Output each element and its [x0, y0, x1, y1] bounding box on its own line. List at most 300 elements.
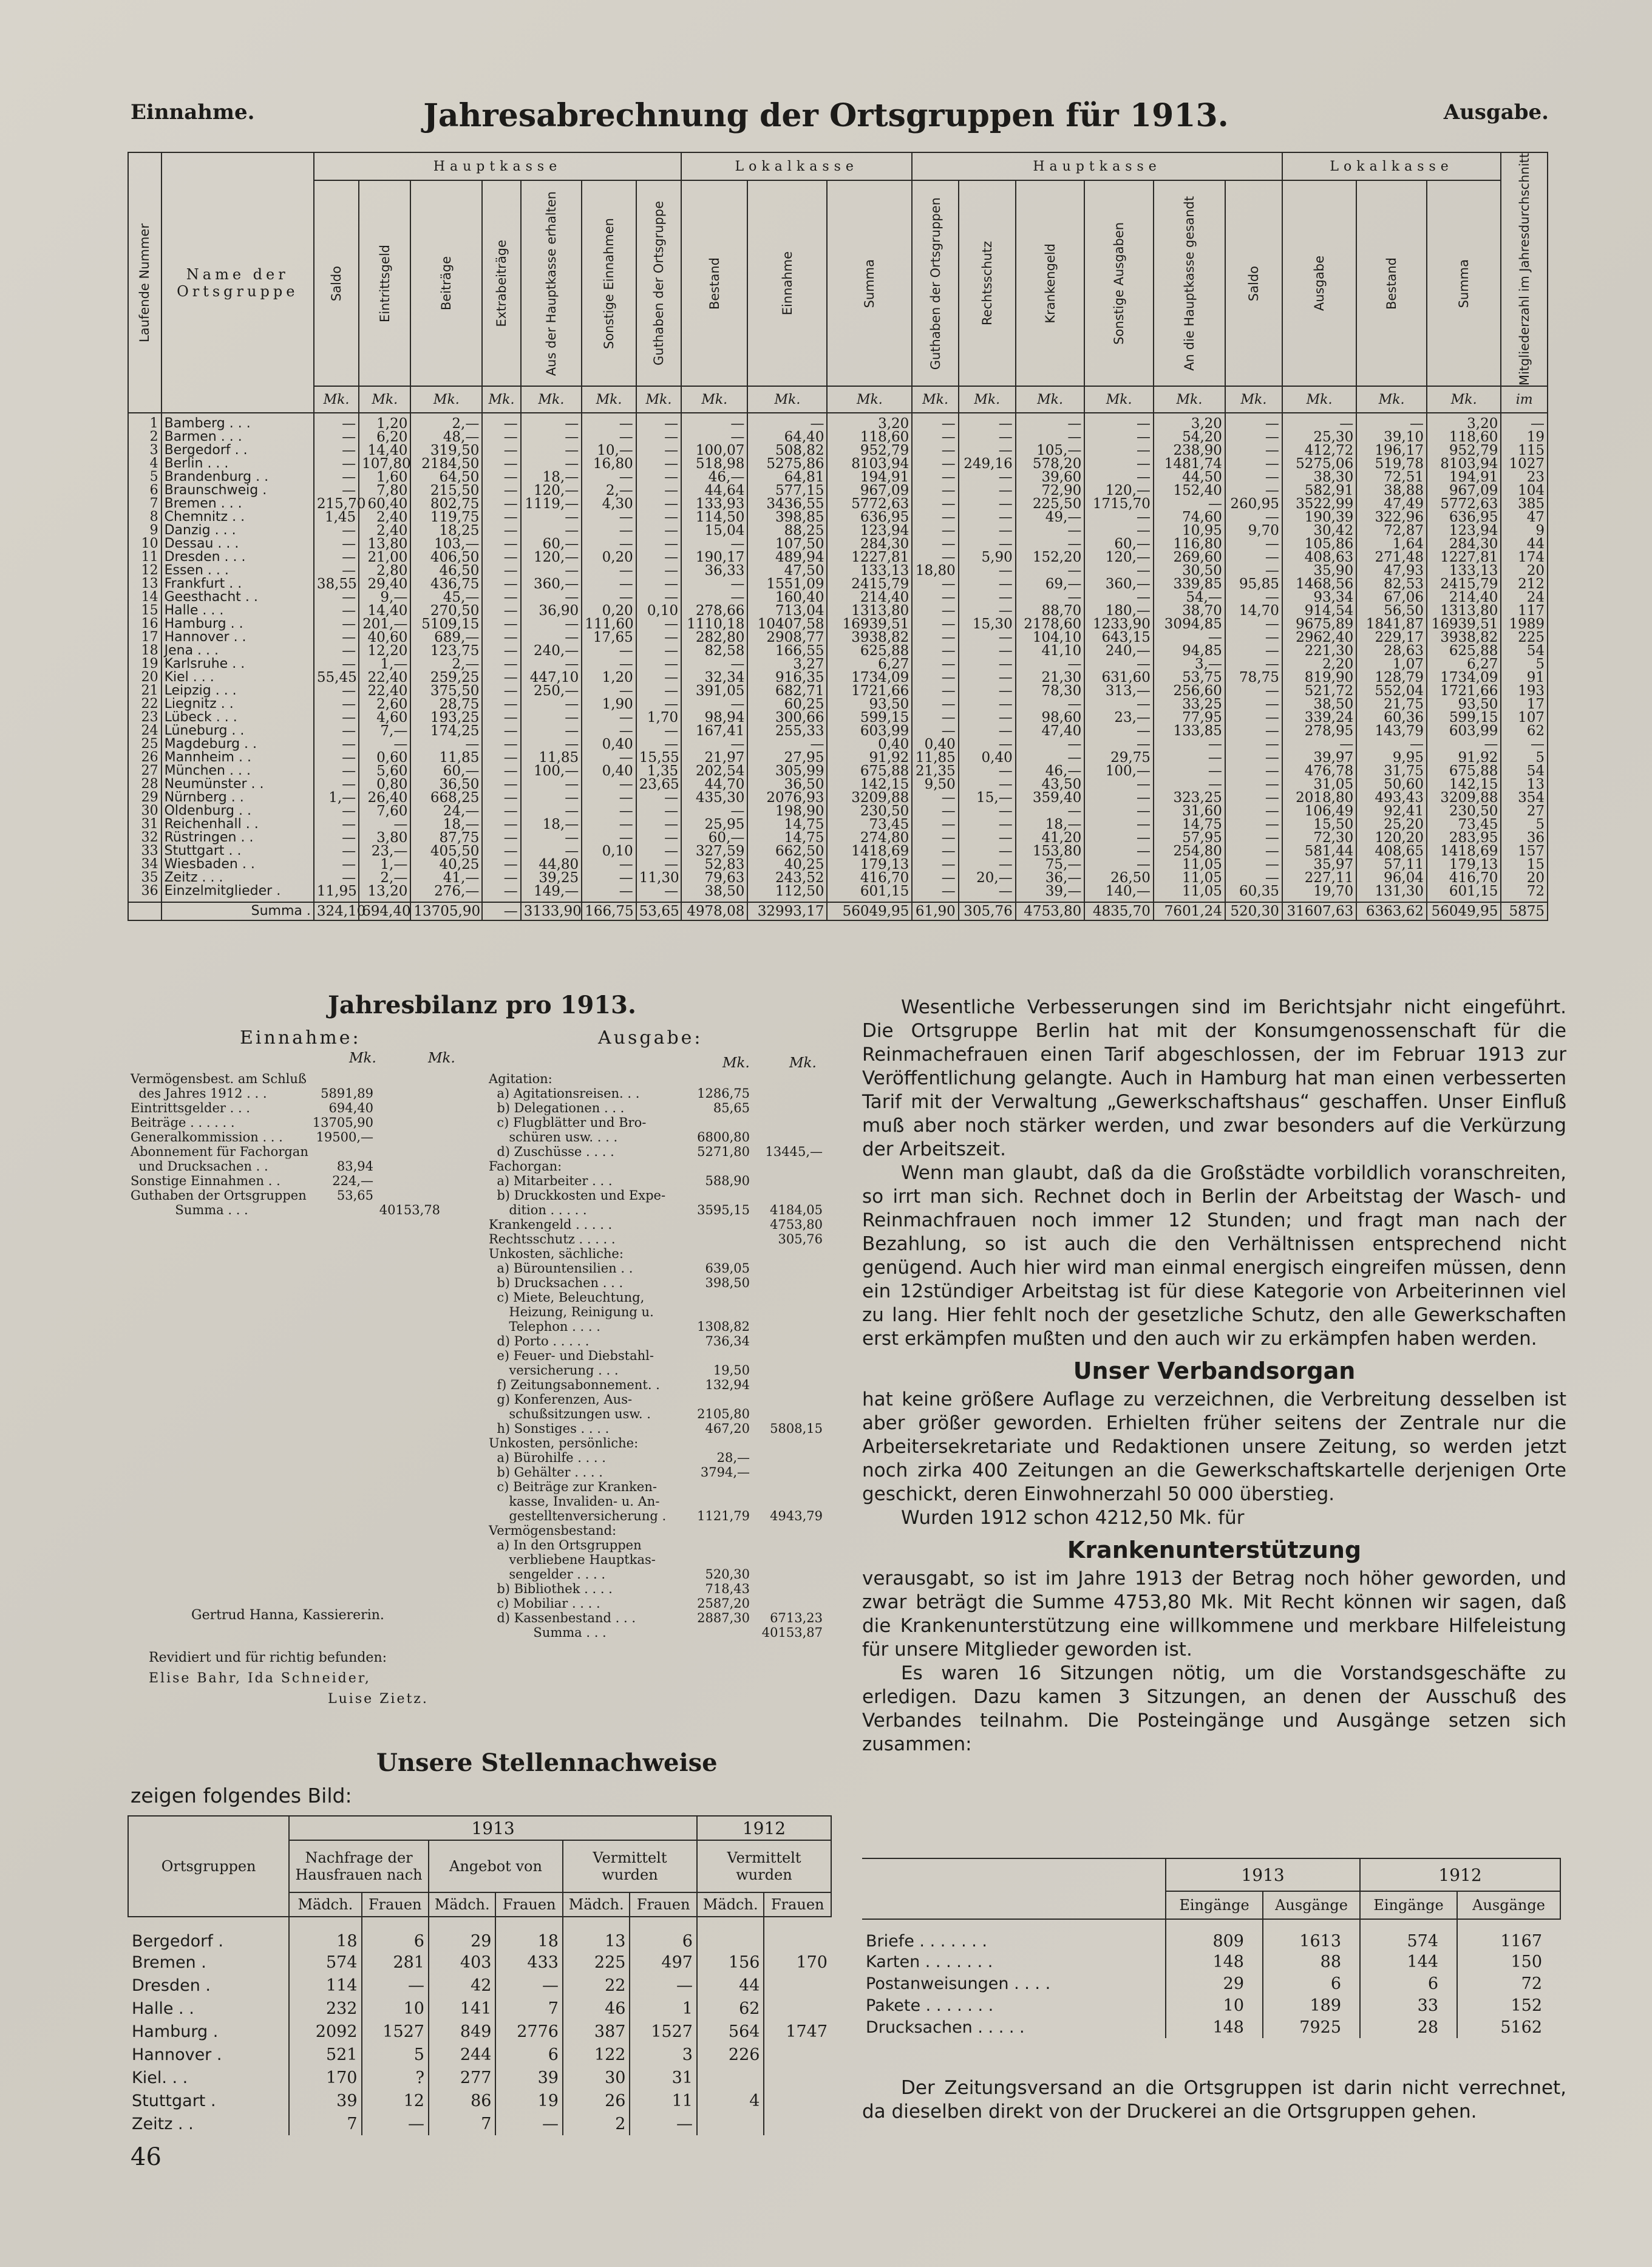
table-cell: 39,—: [1016, 885, 1085, 902]
table-cell: 57,11: [1356, 858, 1427, 871]
table-row: [128, 577, 1548, 591]
ortsgruppe-name: Kiel. . .: [132, 2068, 188, 2087]
table-cell: 190,39: [1282, 511, 1356, 524]
table-cell: —: [1084, 591, 1154, 604]
stellen-intro: zeigen folgendes Bild:: [131, 1784, 352, 1807]
table-row: [128, 1974, 831, 1997]
table-cell: 1481,74: [1154, 457, 1225, 471]
stellen-1913: 1913: [289, 1816, 697, 1840]
table-cell: —: [482, 831, 520, 845]
bilanz-line: [131, 1188, 489, 1203]
bilanz-line-label: Beiträge . . . . . .: [131, 1115, 235, 1130]
table-cell: 38,30: [1282, 471, 1356, 484]
table-cell: 194,91: [1427, 471, 1501, 484]
sum-cell: —: [482, 902, 520, 920]
table-cell: —: [959, 858, 1016, 871]
table-cell: —: [314, 658, 359, 671]
table-cell: 55,45: [314, 671, 359, 684]
table-cell: 144: [1360, 1951, 1457, 1973]
table-cell: 44: [1501, 537, 1548, 551]
col-header-label-9: Summa: [862, 259, 877, 308]
ortsgruppe-name: Brandenburg . .: [161, 471, 314, 484]
stellen-1912: 1912: [697, 1816, 831, 1840]
bilanz-title: Jahresbilanz pro 1913.: [328, 991, 636, 1019]
table-cell: —: [959, 644, 1016, 658]
table-cell: 107,50: [747, 537, 827, 551]
table-cell: —: [1225, 738, 1282, 751]
table-cell: [764, 1997, 831, 2020]
row-number: 36: [128, 885, 161, 902]
stellen-sub-header: Mädch.: [289, 1892, 361, 1917]
ortsgruppe-name: Zeitz . . .: [161, 871, 314, 885]
sum-cell: 56049,95: [827, 902, 912, 920]
table-cell: 14,40: [359, 444, 410, 457]
col-header-label-5: Sonstige Einnahmen: [601, 217, 616, 349]
table-cell: 47,50: [747, 564, 827, 577]
table-cell: 74,60: [1154, 511, 1225, 524]
table-cell: —: [314, 430, 359, 444]
table-cell: 0,20: [582, 551, 636, 564]
post-category: Karten . . . . . . .: [866, 1952, 993, 1971]
table-cell: 18,—: [521, 818, 582, 831]
table-cell: —: [582, 711, 636, 724]
table-cell: —: [1084, 564, 1154, 577]
table-cell: 1734,09: [827, 671, 912, 684]
row-number: 32: [128, 831, 161, 845]
table-cell: 809: [1166, 1919, 1263, 1951]
table-cell: 18: [495, 1917, 562, 1951]
table-cell: 5: [1501, 751, 1548, 764]
ortsgruppe-name: Hannover .: [132, 2045, 222, 2064]
ortsgruppe-name: Frankfurt . .: [161, 577, 314, 591]
bilanz-line-amount: 28,—: [716, 1450, 750, 1465]
table-cell: 88,25: [747, 524, 827, 537]
table-cell: 23,65: [636, 778, 681, 791]
table-cell: 12: [362, 2089, 429, 2112]
table-cell: 13,20: [359, 885, 410, 902]
table-cell: —: [482, 671, 520, 684]
table-cell: 564: [697, 2020, 764, 2043]
table-cell: —: [482, 804, 520, 818]
table-cell: 433: [495, 1951, 562, 1974]
table-cell: 5: [1501, 658, 1548, 671]
table-cell: —: [582, 751, 636, 764]
bilanz-line-amount: 13705,90: [312, 1115, 373, 1130]
bilanz-line-amount: 132,94: [705, 1378, 750, 1392]
table-cell: —: [912, 524, 958, 537]
table-cell: 91: [1501, 671, 1548, 684]
table-cell: —: [636, 671, 681, 684]
table-cell: 2,—: [410, 658, 482, 671]
table-cell: 254,80: [1154, 845, 1225, 858]
table-cell: 3209,88: [1427, 791, 1501, 804]
table-cell: —: [636, 885, 681, 902]
unit-cell: Mk.: [521, 386, 582, 413]
table-cell: 2,—: [410, 413, 482, 430]
table-cell: —: [314, 818, 359, 831]
bilanz-line: [489, 1523, 835, 1538]
table-cell: —: [582, 564, 636, 577]
table-cell: —: [959, 591, 1016, 604]
table-cell: 1227,81: [1427, 551, 1501, 564]
bilanz-line: [489, 1130, 835, 1144]
bilanz-line-label: sengelder . . . .: [489, 1567, 606, 1582]
table-cell: 221,30: [1282, 644, 1356, 658]
table-cell: 75,—: [1016, 858, 1085, 871]
sum-cell: 7601,24: [1154, 902, 1225, 920]
ortsgruppe-name: Jena . . .: [161, 644, 314, 658]
table-cell: 156: [697, 1951, 764, 1974]
table-cell: 8103,94: [827, 457, 912, 471]
table-cell: 1468,56: [1282, 577, 1356, 591]
paragraph-zeitungsversand: Der Zeitungsversand an die Ortsgruppen ist darin nicht verrechnet, da dieselben direkt von der Druckerei an die Ortsgruppen gehen.: [862, 2077, 1566, 2123]
table-cell: 31,60: [1154, 804, 1225, 818]
table-cell: 497: [630, 1951, 697, 1974]
table-cell: 28: [1360, 2016, 1457, 2038]
table-row: [128, 604, 1548, 617]
table-cell: 5772,63: [1427, 497, 1501, 511]
table-cell: 5,90: [959, 551, 1016, 564]
table-cell: —: [959, 430, 1016, 444]
bilanz-line: [489, 1188, 835, 1203]
table-cell: —: [314, 871, 359, 885]
table-cell: 271,48: [1356, 551, 1427, 564]
bilanz-line: [489, 1334, 835, 1348]
table-cell: 93,50: [827, 698, 912, 711]
bilanz-line: [489, 1450, 835, 1465]
ortsgruppe-name: Neumünster . .: [161, 778, 314, 791]
table-cell: 21,35: [912, 764, 958, 778]
table-cell: 322,96: [1356, 511, 1427, 524]
row-number: 1: [128, 413, 161, 430]
table-cell: 118,60: [1427, 430, 1501, 444]
table-cell: 518,98: [681, 457, 747, 471]
bilanz-line: [489, 1436, 835, 1450]
table-cell: 11,85: [912, 751, 958, 764]
table-cell: 54: [1501, 644, 1548, 658]
row-number: 20: [128, 671, 161, 684]
ortsgruppe-name: München . . .: [161, 764, 314, 778]
table-cell: —: [912, 858, 958, 871]
bilanz-line-amount: 736,34: [705, 1334, 750, 1348]
table-cell: 212: [1501, 577, 1548, 591]
table-cell: 359,40: [1016, 791, 1085, 804]
ortsgruppe-name: Liegnitz . .: [161, 698, 314, 711]
row-number: 29: [128, 791, 161, 804]
table-cell: 133,85: [1154, 724, 1225, 738]
table-cell: 2,80: [359, 564, 410, 577]
row-number: 17: [128, 631, 161, 644]
table-cell: 91,92: [1427, 751, 1501, 764]
paragraph-verbandsorgan: hat keine größere Auflage zu verzeichnen, die Verbreitung desselben ist aber größer geworden. Erhielten früher seitens der Zentrale nur die Arbeitersekretariate und Redaktionen unsere Zeitung, so werden jetzt noch zirka 400 Zeitungen an die Gewerkschaftskartelle derjenigen Orte geschickt, deren Einwohnerzahl 50 000 überstieg.: [862, 1388, 1566, 1505]
stellen-sub-header: Mädch.: [563, 1892, 630, 1917]
table-cell: —: [314, 724, 359, 738]
table-cell: 1313,80: [827, 604, 912, 617]
table-cell: 675,88: [827, 764, 912, 778]
table-cell: —: [582, 804, 636, 818]
table-cell: 44,64: [681, 484, 747, 497]
table-cell: —: [521, 778, 582, 791]
table-cell: 64,40: [747, 430, 827, 444]
table-cell: 21,00: [359, 551, 410, 564]
table-cell: —: [959, 471, 1016, 484]
table-cell: 284,30: [827, 537, 912, 551]
table-cell: 62: [1501, 724, 1548, 738]
table-cell: —: [314, 591, 359, 604]
table-cell: 167,41: [681, 724, 747, 738]
table-cell: —: [314, 751, 359, 764]
table-cell: —: [582, 524, 636, 537]
table-cell: 11,95: [314, 885, 359, 902]
col-header-label-18: Summa: [1457, 259, 1472, 308]
table-cell: 41,10: [1016, 644, 1085, 658]
bilanz-line: [489, 1407, 835, 1421]
table-cell: —: [582, 818, 636, 831]
stellen-sub-header: Frauen: [630, 1892, 697, 1917]
paragraph-krankenunterstuetzung: verausgabt, so ist im Jahre 1913 der Betrag noch höher geworden, und zwar beträgt die Summe 4753,80 Mk. Mit Recht können wir sagen, daß die Krankenunterstützung eine willkommene und merkbare Hilfeleistung für unsere Mitglieder geworden ist.: [862, 1568, 1566, 1660]
table-cell: —: [521, 738, 582, 751]
table-cell: 405,50: [410, 845, 482, 858]
bilanz-line-total: 5808,15: [770, 1421, 823, 1436]
table-cell: —: [912, 430, 958, 444]
unit-cell: Mk.: [747, 386, 827, 413]
table-cell: 9675,89: [1282, 617, 1356, 631]
table-cell: 26,50: [1084, 871, 1154, 885]
table-cell: 3,20: [1154, 413, 1225, 430]
bilanz-line-total: 6713,23: [770, 1611, 823, 1625]
sum-cell: 53,65: [636, 902, 681, 920]
sum-cell: 324,10: [314, 902, 359, 920]
sum-row: [128, 902, 1548, 920]
table-cell: 131,30: [1356, 885, 1427, 902]
table-cell: 0,10: [582, 845, 636, 858]
ortsgruppe-name: Einzelmitglieder .: [161, 885, 314, 902]
bilanz-line-amount: 1308,82: [697, 1319, 750, 1334]
ortsgruppe-name: Nürnberg . .: [161, 791, 314, 804]
table-cell: 11,85: [521, 751, 582, 764]
row-number: 24: [128, 724, 161, 738]
table-cell: 916,35: [747, 671, 827, 684]
table-cell: —: [1282, 738, 1356, 751]
table-cell: —: [1084, 724, 1154, 738]
bilanz-line-label: und Drucksachen . .: [131, 1159, 268, 1174]
table-cell: 259,25: [410, 671, 482, 684]
ortsgruppen-table-wrap: [127, 152, 1548, 971]
table-cell: 230,50: [1427, 804, 1501, 818]
bilanz-line-total: 4184,05: [770, 1203, 823, 1217]
table-cell: 601,15: [827, 885, 912, 902]
col-header-label-3: Extrabeiträge: [494, 240, 509, 327]
table-cell: —: [1016, 698, 1085, 711]
table-cell: 21,97: [681, 751, 747, 764]
table-cell: —: [1225, 471, 1282, 484]
table-cell: 38,50: [1282, 698, 1356, 711]
table-cell: 38,88: [1356, 484, 1427, 497]
table-cell: —: [482, 577, 520, 591]
bilanz-line: [489, 1305, 835, 1319]
bilanz-line: [131, 1101, 489, 1115]
post-table: [862, 1858, 1561, 2038]
table-cell: 2415,79: [1427, 577, 1501, 591]
table-cell: 952,79: [827, 444, 912, 457]
row-number: 27: [128, 764, 161, 778]
table-cell: 21,75: [1356, 698, 1427, 711]
table-cell: 643,15: [1084, 631, 1154, 644]
table-cell: 82,53: [1356, 577, 1427, 591]
table-cell: —: [314, 698, 359, 711]
table-cell: 1721,66: [1427, 684, 1501, 698]
table-cell: 2962,40: [1282, 631, 1356, 644]
table-cell: 133,13: [827, 564, 912, 577]
table-cell: —: [630, 2112, 697, 2135]
table-cell: 38,55: [314, 577, 359, 591]
table-cell: 88,70: [1016, 604, 1085, 617]
stellen-sub-header: Frauen: [495, 1892, 562, 1917]
table-cell: 493,43: [1356, 791, 1427, 804]
table-cell: 100,—: [521, 764, 582, 778]
table-row: [128, 778, 1548, 791]
table-cell: —: [636, 658, 681, 671]
col-header-label-14: An die Hauptkasse gesandt: [1181, 195, 1197, 371]
col-header-label-6: Guthaben der Ortsgruppe: [651, 201, 666, 366]
table-cell: —: [521, 413, 582, 430]
table-cell: —: [314, 604, 359, 617]
table-cell: 5,60: [359, 764, 410, 778]
bilanz-line-amount: 3794,—: [700, 1465, 750, 1480]
bilanz-line-label: Abonnement für Fachorgan: [131, 1144, 308, 1159]
table-cell: 6: [630, 1917, 697, 1951]
table-cell: 112,50: [747, 885, 827, 902]
table-cell: —: [582, 471, 636, 484]
bilanz-line-amount: 639,05: [705, 1261, 750, 1276]
table-cell: 123,94: [1427, 524, 1501, 537]
col-header-15: [1225, 180, 1282, 386]
unit-cell: Mk.: [314, 386, 359, 413]
table-cell: 226: [697, 2043, 764, 2066]
table-cell: —: [314, 778, 359, 791]
table-cell: 53,75: [1154, 671, 1225, 684]
table-cell: 12,20: [359, 644, 410, 658]
table-cell: [697, 2112, 764, 2135]
table-cell: 179,13: [827, 858, 912, 871]
table-cell: 489,94: [747, 551, 827, 564]
table-row: [128, 2020, 831, 2043]
ortsgruppe-name: Geesthacht . .: [161, 591, 314, 604]
table-cell: 36: [1501, 831, 1548, 845]
table-cell: —: [912, 684, 958, 698]
table-cell: 0,40: [582, 738, 636, 751]
table-cell: 3938,82: [827, 631, 912, 644]
table-cell: —: [636, 430, 681, 444]
table-cell: 29,40: [359, 577, 410, 591]
table-cell: —: [636, 724, 681, 738]
table-cell: 240,—: [521, 644, 582, 658]
col-header-label-13: Sonstige Ausgaben: [1112, 222, 1127, 345]
table-cell: 2,40: [359, 524, 410, 537]
bilanz-line-label: verbliebene Hauptkas-: [489, 1552, 656, 1567]
table-cell: 193: [1501, 684, 1548, 698]
table-cell: 170: [764, 1951, 831, 1974]
bilanz-line: [131, 1159, 489, 1174]
table-cell: —: [1501, 413, 1548, 430]
table-cell: —: [1225, 511, 1282, 524]
table-cell: 269,60: [1154, 551, 1225, 564]
bilanz-line-total: 4753,80: [770, 1217, 823, 1232]
table-row: [128, 684, 1548, 698]
table-cell: 1734,09: [1427, 671, 1501, 684]
bilanz-line-amount: 718,43: [705, 1582, 750, 1596]
table-cell: 36,50: [747, 778, 827, 791]
row-number: 26: [128, 751, 161, 764]
table-cell: 16939,51: [827, 617, 912, 631]
table-cell: —: [636, 791, 681, 804]
table-cell: 111,60: [582, 617, 636, 631]
table-cell: 7: [289, 2112, 361, 2135]
bilanz-line: [489, 1509, 835, 1523]
table-cell: 1313,80: [1427, 604, 1501, 617]
table-cell: 14,40: [359, 604, 410, 617]
table-row: [128, 524, 1548, 537]
unit-cell: Mk.: [912, 386, 958, 413]
bilanz-line: [489, 1611, 835, 1625]
table-cell: [764, 1917, 831, 1951]
table-cell: 29: [429, 1917, 495, 1951]
table-cell: 48,—: [410, 430, 482, 444]
ortsgruppe-name: Halle . . .: [161, 604, 314, 617]
table-cell: —: [362, 2112, 429, 2135]
bilanz-line-label: Unkosten, sächliche:: [489, 1246, 624, 1261]
col-header-4: [521, 180, 582, 386]
bilanz-einnahme-list: [131, 1072, 489, 1217]
table-cell: 25,20: [1356, 818, 1427, 831]
bilanz-line: [489, 1144, 835, 1159]
table-cell: 244: [429, 2043, 495, 2066]
table-cell: 19: [1501, 430, 1548, 444]
table-row: [128, 658, 1548, 671]
unit-cell: Mk.: [1356, 386, 1427, 413]
col-name-header: Name der Ortsgruppe: [161, 152, 314, 413]
table-cell: —: [521, 564, 582, 577]
post-sub-header: Eingänge: [1166, 1891, 1263, 1919]
table-cell: —: [912, 484, 958, 497]
table-row: [128, 885, 1548, 902]
table-cell: —: [959, 885, 1016, 902]
table-cell: 193,25: [410, 711, 482, 724]
table-cell: —: [681, 738, 747, 751]
table-cell: —: [959, 444, 1016, 457]
table-cell: —: [1016, 751, 1085, 764]
table-row: [128, 444, 1548, 457]
table-cell: 140,—: [1084, 885, 1154, 902]
col-header-17: [1356, 180, 1427, 386]
bilanz-line-amount: 5891,89: [321, 1086, 373, 1101]
table-cell: —: [636, 444, 681, 457]
table-cell: 25,30: [1282, 430, 1356, 444]
table-cell: 25,95: [681, 818, 747, 831]
table-cell: —: [482, 457, 520, 471]
table-cell: 5275,06: [1282, 457, 1356, 471]
sum-cell: 694,40: [359, 902, 410, 920]
table-cell: —: [314, 524, 359, 537]
bilanz-line-amount: 398,50: [705, 1276, 750, 1290]
ortsgruppe-name: Lübeck . . .: [161, 711, 314, 724]
ortsgruppe-name: Dessau . . .: [161, 537, 314, 551]
table-cell: 0,40: [582, 764, 636, 778]
table-cell: 6,27: [827, 658, 912, 671]
ortsgruppe-name: Wiesbaden . .: [161, 858, 314, 871]
table-cell: 41,—: [410, 871, 482, 885]
table-cell: 150: [1457, 1951, 1560, 1973]
